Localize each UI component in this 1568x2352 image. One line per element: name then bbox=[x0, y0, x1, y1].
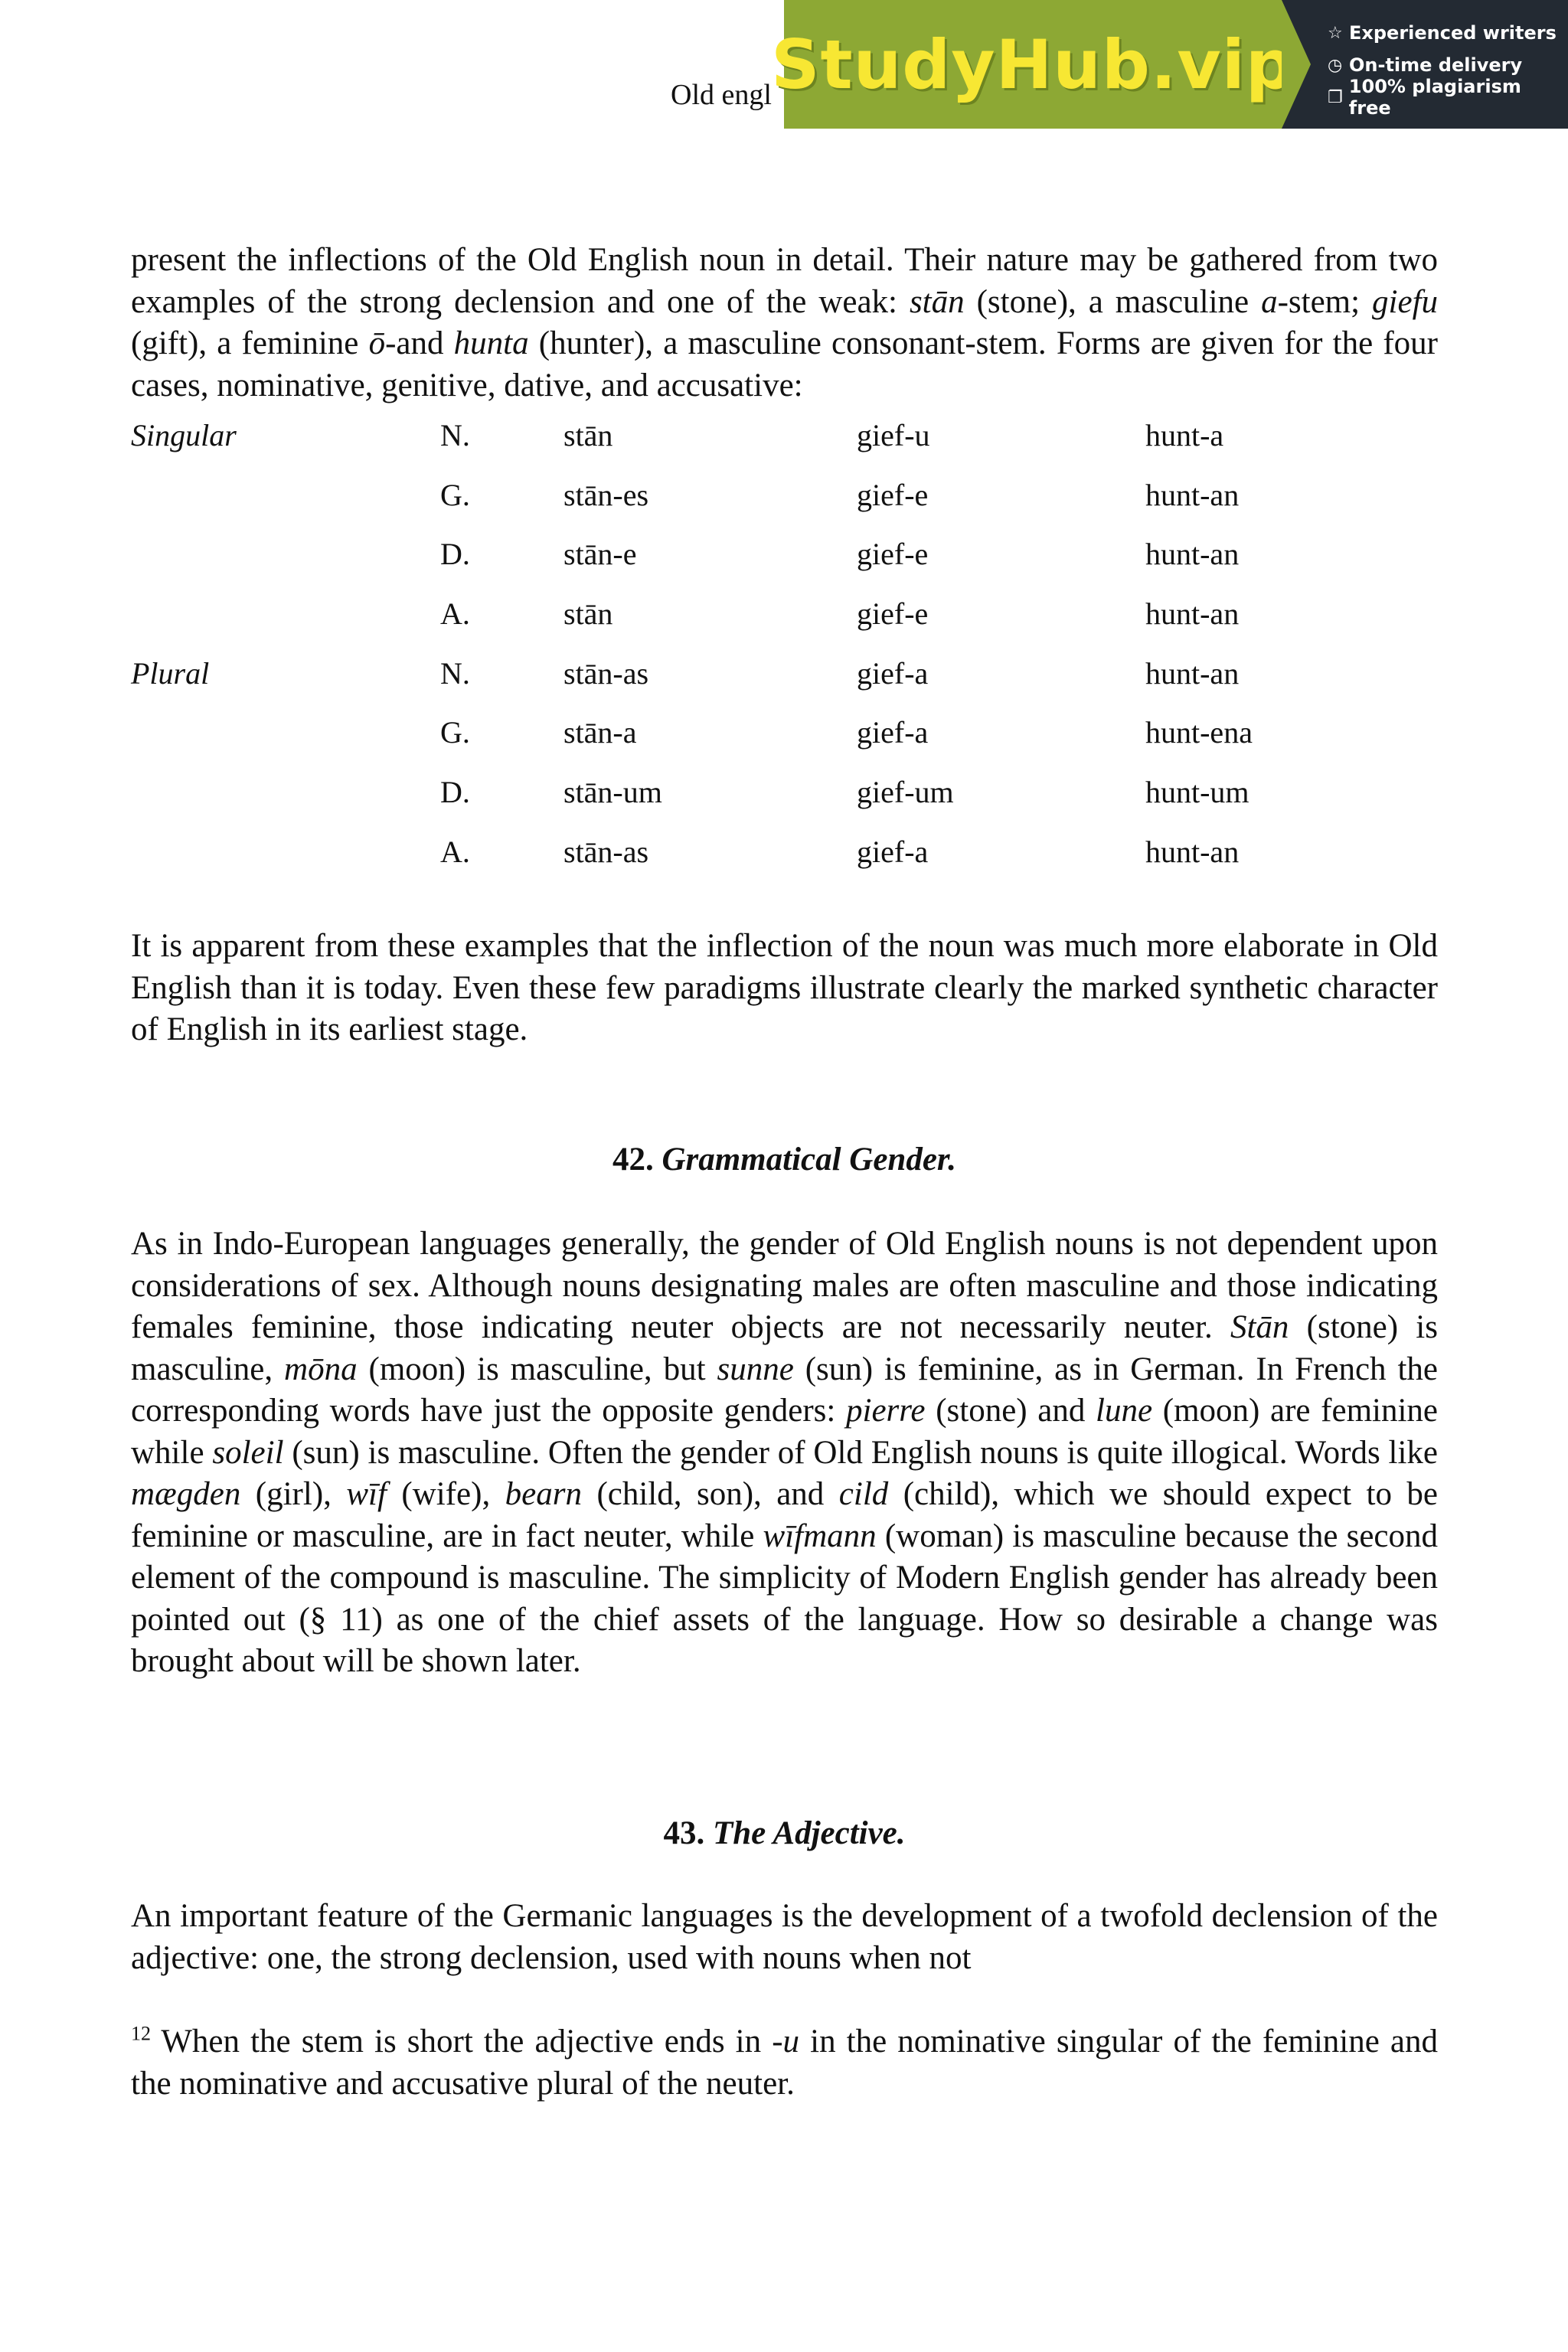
stan-form: stān bbox=[564, 596, 613, 632]
table-row bbox=[131, 417, 1438, 477]
case-cell: G. bbox=[440, 715, 470, 750]
text-run: (moon) are feminine while bbox=[131, 1393, 1438, 1471]
text-run: (stone) and bbox=[925, 1393, 1096, 1429]
case-cell: N. bbox=[440, 418, 470, 452]
text-run: -and bbox=[385, 325, 454, 361]
section-number: 42. bbox=[612, 1142, 662, 1178]
case-cell: D. bbox=[440, 775, 470, 810]
case-cell: N. bbox=[440, 655, 470, 691]
section-title: Grammatical Gender. bbox=[662, 1142, 957, 1178]
table-row bbox=[131, 834, 1438, 893]
section-title: The Adjective. bbox=[712, 1815, 906, 1851]
italic-term: mægden bbox=[131, 1476, 241, 1512]
table-row bbox=[131, 655, 1438, 715]
footnote-mark: 12 bbox=[131, 2022, 151, 2045]
text-run: (woman) is masculine because the second element of the compound is masculine. The simplicity of Modern English gender has already been pointed out (§ 11) as one of the chief assets of the language. How so desirable a change was brought about will be shown later. bbox=[131, 1517, 1438, 1679]
banner-features bbox=[1282, 0, 1568, 129]
number-label: Singular bbox=[131, 418, 237, 452]
feature-label: On-time delivery bbox=[1349, 54, 1523, 76]
hunta-form: hunt-an bbox=[1145, 834, 1240, 869]
italic-term: stān bbox=[909, 283, 965, 320]
hunta-form: hunt-an bbox=[1145, 655, 1240, 691]
table-row bbox=[131, 477, 1438, 537]
italic-term: -u bbox=[772, 2024, 800, 2060]
hunta-form: hunt-um bbox=[1145, 775, 1250, 810]
number-label: Plural bbox=[131, 655, 210, 691]
text-run: As in Indo-European languages generally, the gender of Old English nouns is not dependent upon considerations of sex. Although nouns designating males are often masculine and those indicating females feminine, those indicating neuter objects are not necessarily neuter. bbox=[131, 1226, 1438, 1345]
stan-form: stān-um bbox=[564, 775, 662, 810]
italic-term: wīfmann bbox=[763, 1517, 877, 1554]
text-run: present the inflections of the Old English noun in detail. Their nature may be gathered from two examples of the strong declension and one of the weak: bbox=[131, 242, 1438, 320]
feature-label: Experienced writers bbox=[1349, 22, 1557, 44]
text-run: (sun) is masculine. Often the gender of Old English nouns is quite illogical. Words like bbox=[283, 1434, 1438, 1471]
section-number: 43. bbox=[663, 1815, 713, 1851]
table-row bbox=[131, 714, 1438, 774]
stan-form: stān-es bbox=[564, 477, 649, 512]
giefu-form: gief-e bbox=[857, 596, 929, 632]
case-cell: A. bbox=[440, 596, 470, 632]
text-run: (wife), bbox=[386, 1476, 505, 1512]
italic-term: pierre bbox=[846, 1393, 926, 1429]
feature-label: 100% plagiarism free bbox=[1348, 76, 1521, 119]
giefu-form: gief-a bbox=[857, 715, 929, 750]
section-heading-43 bbox=[131, 1813, 1438, 1854]
giefu-form: gief-um bbox=[857, 775, 954, 810]
italic-term: wīf bbox=[346, 1476, 387, 1512]
text-run: (stone) is masculine, bbox=[131, 1309, 1438, 1387]
case-cell: A. bbox=[440, 834, 470, 869]
studyhub-banner[interactable] bbox=[771, 0, 1568, 129]
text-run: When the stem is short the adjective ends in bbox=[151, 2024, 773, 2060]
text-run: (child), which we should expect to be feminine or masculine, are in fact neuter, while bbox=[131, 1476, 1439, 1554]
table-row bbox=[131, 596, 1438, 655]
noun-paradigm-table bbox=[131, 417, 1438, 893]
star-icon: ☆ bbox=[1328, 23, 1343, 43]
giefu-form: gief-u bbox=[857, 418, 930, 452]
section-heading-42 bbox=[131, 1139, 1438, 1181]
stan-form: stān-as bbox=[564, 834, 649, 869]
italic-term: lune bbox=[1096, 1393, 1153, 1429]
stan-form: stān bbox=[564, 418, 613, 452]
hunta-form: hunt-an bbox=[1145, 477, 1240, 512]
text-run: (moon) is masculine, but bbox=[357, 1351, 717, 1387]
intro-paragraph bbox=[131, 240, 1438, 407]
case-cell: D. bbox=[440, 537, 470, 572]
hunta-form: hunt-an bbox=[1145, 596, 1240, 632]
stan-form: stān-e bbox=[564, 537, 637, 572]
giefu-form: gief-a bbox=[857, 834, 929, 869]
case-cell: G. bbox=[440, 477, 470, 512]
text-run: (gift), a feminine bbox=[131, 325, 369, 361]
text-run: (sun) is feminine, as in German. In French the corresponding words have just the opposite genders: bbox=[131, 1351, 1438, 1429]
text-run: (hunter), a masculine consonant-stem. Forms are given for the four cases, nominative, genitive, dative, and accusative: bbox=[131, 325, 1438, 403]
giefu-form: gief-e bbox=[857, 537, 929, 572]
hunta-form: hunt-an bbox=[1145, 537, 1240, 572]
italic-term: mōna bbox=[284, 1351, 358, 1387]
text-run: (girl), bbox=[240, 1476, 347, 1512]
giefu-form: gief-e bbox=[857, 477, 929, 512]
logo-text: StudyHub.vip bbox=[771, 24, 1295, 104]
hunta-form: hunt-ena bbox=[1145, 715, 1253, 750]
italic-term: hunta bbox=[453, 325, 529, 361]
italic-term: bearn bbox=[505, 1476, 582, 1512]
text-run: -stem; bbox=[1277, 283, 1373, 320]
studyhub-logo[interactable] bbox=[771, 0, 1295, 129]
text-run: (child, son), and bbox=[581, 1476, 839, 1512]
stan-form: stān-as bbox=[564, 655, 649, 691]
feature-experienced-writers bbox=[1328, 17, 1568, 49]
italic-term: soleil bbox=[212, 1434, 284, 1471]
text-run: (stone), a masculine bbox=[964, 283, 1262, 320]
text-run: in the nominative singular of the feminine and the nominative and accusative plural of the neuter. bbox=[131, 2024, 1438, 2102]
clock-icon: ◷ bbox=[1328, 55, 1343, 75]
after-paradigm-paragraph: It is apparent from these examples that the inflection of the noun was much more elaborate in Old English than it is today. Even these few paradigms illustrate clearly the marked synthetic character of English in its earliest stage. bbox=[131, 928, 1438, 1047]
italic-term: sunne bbox=[717, 1351, 794, 1387]
giefu-form: gief-a bbox=[857, 655, 929, 691]
adjective-paragraph: An important feature of the Germanic languages is the development of a twofold declension of the adjective: one, the strong declension, used with nouns when not bbox=[131, 1898, 1438, 1976]
stan-form: stān-a bbox=[564, 715, 637, 750]
running-header: Old engl bbox=[671, 79, 772, 111]
italic-term: giefu bbox=[1372, 283, 1439, 320]
footnote bbox=[131, 2021, 1438, 2105]
italic-term: ō bbox=[368, 325, 386, 361]
gender-paragraph bbox=[131, 1223, 1438, 1683]
table-row bbox=[131, 774, 1438, 834]
italic-term: cild bbox=[838, 1476, 889, 1512]
feature-plagiarism-free bbox=[1328, 76, 1568, 119]
italic-term: Stān bbox=[1230, 1309, 1289, 1345]
copy-icon: ❐ bbox=[1328, 87, 1343, 107]
hunta-form: hunt-a bbox=[1145, 418, 1224, 452]
italic-term: a bbox=[1261, 283, 1278, 320]
table-row bbox=[131, 536, 1438, 596]
